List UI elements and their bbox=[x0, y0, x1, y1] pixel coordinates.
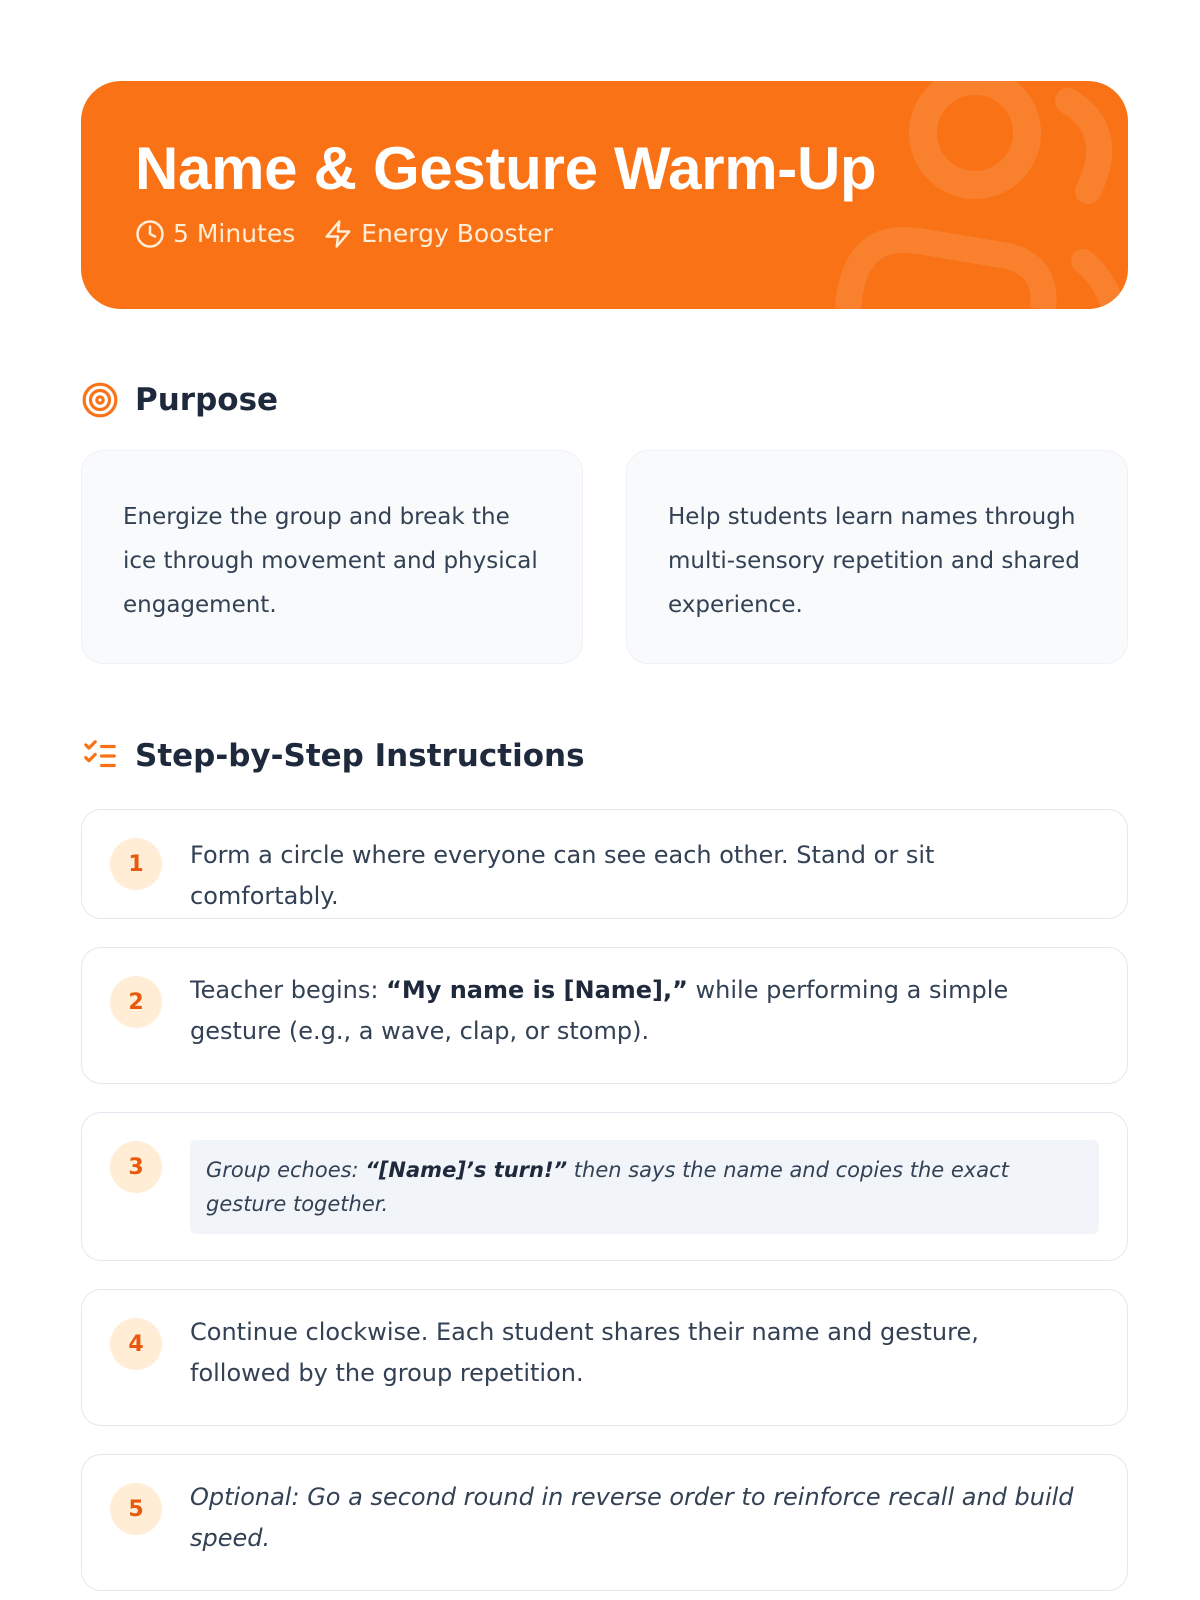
step-number-badge: 5 bbox=[110, 1483, 162, 1535]
step-number-badge: 1 bbox=[110, 838, 162, 890]
clock-icon bbox=[135, 219, 165, 249]
activity-meta bbox=[135, 218, 581, 250]
target-icon bbox=[81, 380, 121, 420]
step-text-prefix: Teacher begins: bbox=[190, 976, 387, 1004]
step-card bbox=[81, 809, 1128, 919]
step-text-suffix: while performing a simple gesture (e.g., a wave, clap, or stomp). bbox=[190, 976, 1009, 1045]
step-card bbox=[81, 1289, 1128, 1426]
purpose-card bbox=[626, 450, 1128, 664]
purpose-card bbox=[81, 450, 583, 664]
step-text-prefix: Group echoes: bbox=[206, 1158, 366, 1182]
step-text-quote: “[Name]’s turn!” bbox=[365, 1158, 568, 1182]
page-title: Name & Gesture Warm-Up bbox=[135, 135, 877, 202]
purpose-heading bbox=[81, 378, 278, 422]
purpose-text: Help students learn names through multi-sensory repetition and shared experience. bbox=[668, 504, 1080, 618]
step-card bbox=[81, 947, 1128, 1084]
checklist-icon bbox=[81, 736, 121, 776]
step-card bbox=[81, 1454, 1128, 1591]
category-label: Energy Booster bbox=[361, 219, 553, 248]
instructions-heading bbox=[81, 734, 585, 778]
step-text: Continue clockwise. Each student shares their name and gesture, followed by the group repetition. bbox=[190, 1318, 979, 1387]
step-number-badge: 3 bbox=[110, 1141, 162, 1193]
step-text bbox=[190, 970, 1087, 1052]
category-badge bbox=[323, 218, 553, 250]
lightning-icon bbox=[323, 219, 353, 249]
step-card bbox=[81, 1112, 1128, 1261]
step-text-suffix: then says the name and copies the exact gesture together. bbox=[206, 1158, 1009, 1216]
step-text: Form a circle where everyone can see each other. Stand or sit comfortably. bbox=[190, 841, 935, 910]
step-number-badge: 4 bbox=[110, 1318, 162, 1370]
step-number-badge: 2 bbox=[110, 976, 162, 1028]
step-text-quote: “My name is [Name],” bbox=[386, 976, 688, 1004]
duration-badge bbox=[135, 218, 295, 250]
step-quote-box bbox=[190, 1140, 1099, 1234]
purpose-text: Energize the group and break the ice through movement and physical engagement. bbox=[123, 504, 538, 618]
section-title: Purpose bbox=[135, 382, 279, 418]
section-title: Step-by-Step Instructions bbox=[135, 738, 585, 774]
step-text: Optional: Go a second round in reverse order to reinforce recall and build speed. bbox=[190, 1483, 1074, 1552]
activity-header-banner bbox=[81, 81, 1128, 309]
duration-label: 5 Minutes bbox=[173, 219, 296, 248]
